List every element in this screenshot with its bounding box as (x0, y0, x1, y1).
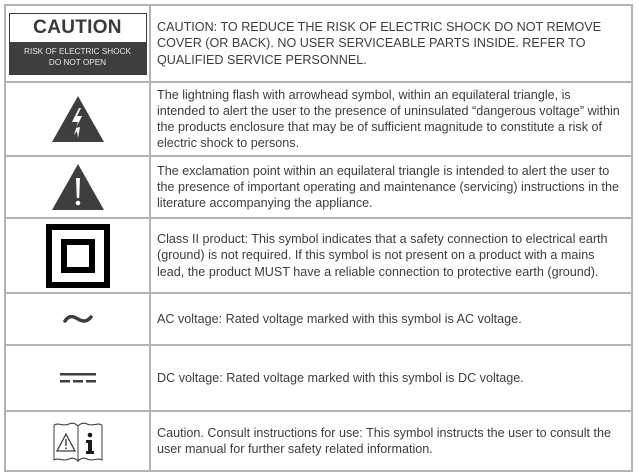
symbol-cell (6, 83, 151, 155)
dc-lines-icon (60, 372, 96, 384)
description-cell (151, 219, 631, 292)
description-text: The lightning flash with arrowhead symbol, within an equilateral triangle, is intended to alert the user to the presence of uninsulated “dangerous voltage” within the products enclosure that may be of sufficient magnitude to constitute a risk of electric shock to persons. (157, 87, 620, 151)
description-text: AC voltage: Rated voltage marked with this symbol is AC voltage. (157, 311, 522, 326)
table-row-consult-manual (6, 410, 631, 470)
symbol-cell (6, 346, 151, 410)
description-cell (151, 412, 631, 470)
description-text: DC voltage: Rated voltage marked with this symbol is DC voltage. (157, 370, 524, 385)
caution-label-line1: RISK OF ELECTRIC SHOCK (24, 47, 131, 56)
ac-tilde-icon (63, 313, 93, 325)
table-row-lightning (6, 81, 631, 155)
consult-manual-icon (53, 420, 103, 462)
symbol-cell (6, 219, 151, 292)
description-cell (151, 6, 631, 81)
table-row-caution (6, 6, 631, 81)
table-row-dc (6, 344, 631, 410)
exclamation-triangle-icon (51, 163, 105, 211)
caution-label-line2: DO NOT OPEN (48, 57, 107, 67)
lightning-triangle-icon (51, 95, 105, 143)
description-cell (151, 294, 631, 344)
table-row-exclamation (6, 155, 631, 217)
caution-label-title: CAUTION (10, 14, 146, 42)
safety-symbols-table (4, 4, 633, 472)
symbol-cell (6, 412, 151, 470)
class-ii-double-square-icon (46, 224, 110, 288)
table-row-class-ii (6, 217, 631, 292)
description-text: The exclamation point within an equilateral triangle is intended to alert the user to the presence of important operating and maintenance (servicing) instructions in the literature accompanying the appliance. (157, 163, 620, 211)
description-text: Caution. Consult instructions for use: This symbol instructs the user to consult the user manual for further safety related information. (157, 425, 612, 456)
symbol-cell (6, 294, 151, 344)
description-text: CAUTION: TO REDUCE THE RISK OF ELECTRIC SHOCK DO NOT REMOVE COVER (OR BACK). NO USER SERVICEABLE PARTS INSIDE. REFER TO QUALIFIED SERVICE PERSONNEL. (157, 20, 602, 67)
caution-label-subtitle (10, 42, 146, 74)
description-text: Class II product: This symbol indicates that a safety connection to electrical earth (ground) is not required. If this symbol is not present on a product with a mains lead, the product MUST have a reliable connection to protective earth (ground). (157, 232, 608, 279)
description-cell (151, 157, 631, 217)
symbol-cell (6, 6, 151, 81)
table-row-ac (6, 292, 631, 344)
description-cell (151, 346, 631, 410)
description-cell (151, 83, 631, 155)
caution-label (9, 13, 147, 75)
symbol-cell (6, 157, 151, 217)
